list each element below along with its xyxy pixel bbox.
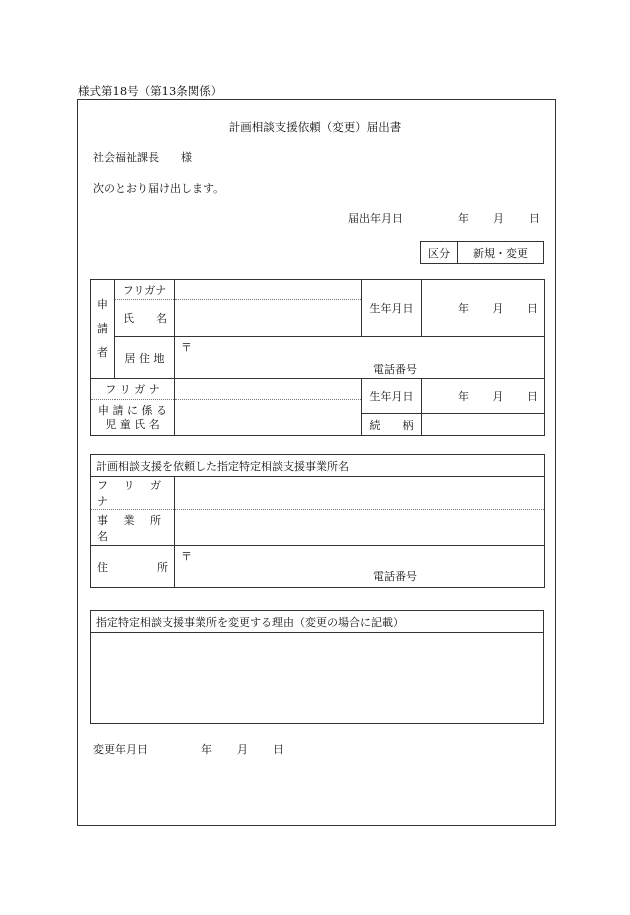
submission-year: 年 [458,212,469,225]
applicant-name-label: 氏 名 [115,300,175,337]
applicant-side-label: 申 請 者 [91,280,115,379]
applicant-furigana-label: フリガナ [115,280,175,300]
reason-table [90,610,544,724]
change-date-label: 変更年月日 [93,743,148,756]
office-address-label: 住 所 [91,546,175,588]
child-name-label: 申 請 に 係 る 児 童 氏 名 [91,400,175,436]
applicant-birth-input[interactable]: 年 月 日 [422,280,545,337]
change-year: 年 [201,743,212,756]
category-label: 区分 [421,242,458,264]
office-table [90,454,545,588]
change-day: 日 [273,743,284,756]
applicant-furigana-input[interactable] [175,280,362,300]
applicant-name-input[interactable] [175,300,362,337]
submission-day: 日 [529,212,540,225]
submission-month: 月 [493,212,504,225]
office-header: 計画相談支援を依頼した指定特定相談支援事業所名 [91,455,545,477]
child-birth-label: 生年月日 [362,379,422,414]
applicant-phone-label: 電話番号 [373,363,417,376]
child-name-input[interactable] [175,400,362,436]
child-birth-input[interactable]: 年 月 日 [422,379,545,414]
category-box [420,241,544,264]
addressee: 社会福祉課長 様 [93,151,192,164]
applicant-table [90,279,545,436]
applicant-address-label: 居 住 地 [115,337,175,379]
child-furigana-label: フ リ ガ ナ [91,379,175,400]
reason-input[interactable] [91,633,544,724]
change-month: 月 [237,743,248,756]
reason-header: 指定特定相談支援事業所を変更する理由（変更の場合に記載） [91,611,544,633]
child-furigana-input[interactable] [175,379,362,400]
category-value[interactable]: 新規・変更 [458,242,544,264]
office-phone-label: 電話番号 [373,570,417,583]
child-relation-label: 続 柄 [362,414,422,436]
applicant-birth-label: 生年月日 [362,280,422,337]
office-address-input[interactable] [175,546,545,588]
form-title: 計画相談支援依頼（変更）届出書 [228,120,402,134]
office-postal-mark: 〒 [181,550,192,563]
submission-date-label: 届出年月日 [348,212,403,225]
office-furigana-label: フ リ ガ ナ [91,477,175,510]
notice-text: 次のとおり届け出します。 [93,182,225,195]
child-relation-input[interactable] [422,414,545,436]
form-number: 様式第18号（第13条関係） [78,84,223,98]
office-furigana-input[interactable] [175,477,545,510]
office-name-input[interactable] [175,510,545,546]
applicant-address-input[interactable] [175,337,545,379]
postal-mark: 〒 [181,341,192,354]
office-name-label: 事 業 所 名 [91,510,175,546]
